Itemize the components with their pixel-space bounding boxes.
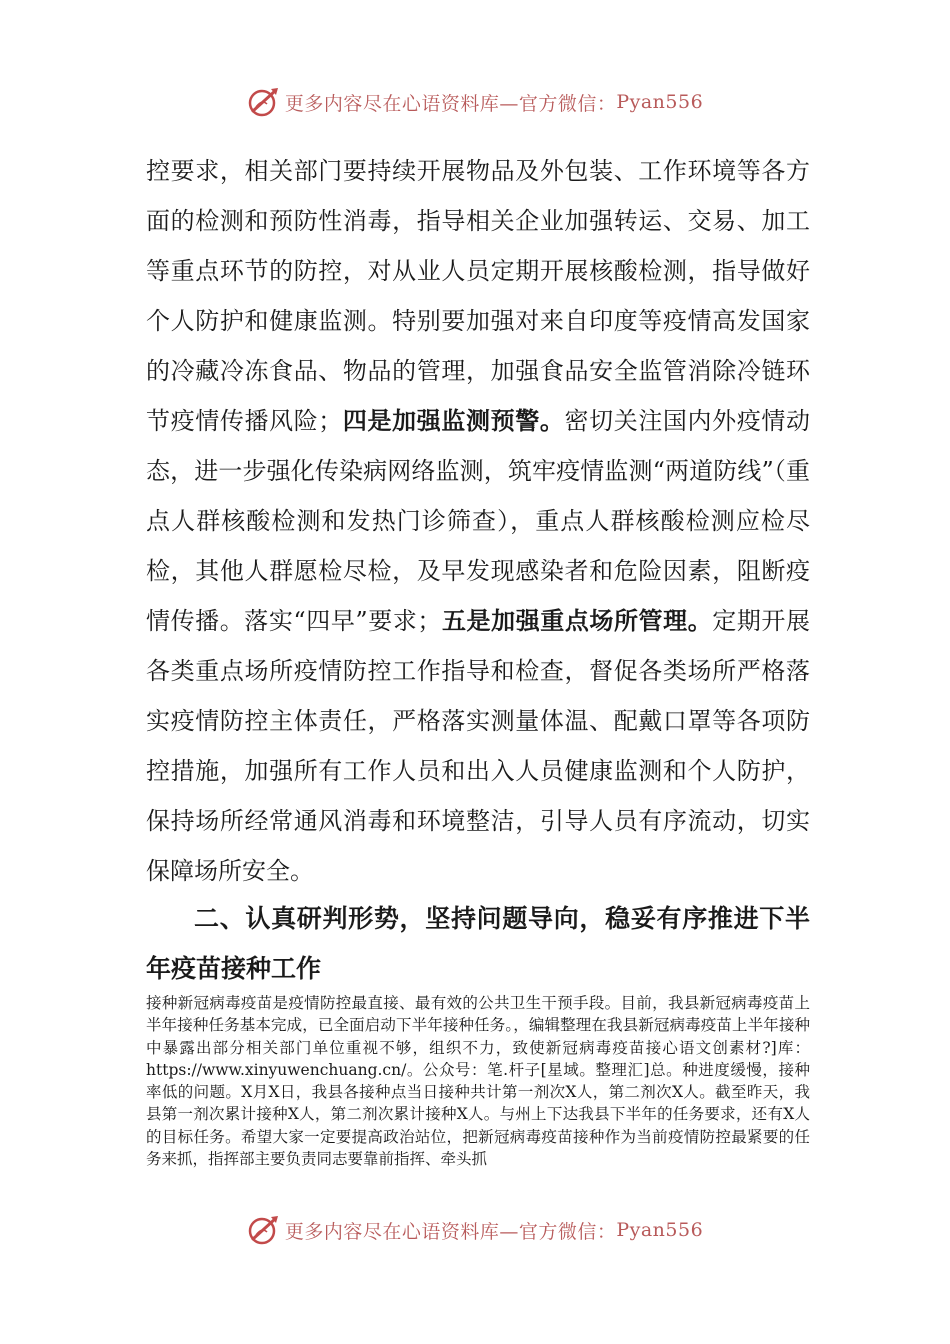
paragraph-vaccination: 接种新冠病毒疫苗是疫情防控最直接、最有效的公共卫生干预手段。目前，我县新冠病毒疫苗上半年接种任务基本完成，已全面启动下半年接种任务。，编辑整理在我县新冠病毒疫苗上半年接种中暴露出部分相关部门单位重视不够，组织不力，致使新冠病毒疫苗接心语文创素材?]库：https://www.xinyuwenchuang.cn/。公众号：笔.杆子[星域。整理汇]总。种进度缓慢，接种率低的问题。X月X日，我县各接种点当日接种共计第一剂次X人，第二剂次X人。截至昨天，我县第一剂次累计接种X人，第二剂次累计接种X人。与州上下达我县下半年的任务要求，还有X人的目标任务。希望大家一定要提高政治站位，把新冠病毒疫苗接种作为当前疫情防控最紧要的任务来抓，指挥部主要负责同志要靠前指挥、牵头抓 xyxy=(146,994,810,1169)
paragraph-epidemic-measures xyxy=(146,146,810,896)
point-five-heading: 五是加强重点场所管理。 xyxy=(441,606,713,635)
section-heading: 二、认真研判形势，坚持问题导向，稳妥有序推进下半年疫苗接种工作 xyxy=(146,904,810,983)
paragraph-text: 定期开展各类重点场所疫情防控工作指导和检查，督促各类场所严格落实疫情防控主体责任，严格落实测量体温、配戴口罩等各项防控措施，加强所有工作人员和出入人员健康监测和个人防护，保持场所经常通风消毒和环境整洁，引导人员有序流动，切实保障场所安全。 xyxy=(146,607,810,885)
pen-logo-icon xyxy=(247,1213,281,1247)
banner-title: 更多内容尽在心语资料库—官方微信： xyxy=(284,1220,617,1243)
banner-wechat-id: Pyan556 xyxy=(616,91,704,113)
paragraph-text: 控要求，相关部门要持续开展物品及外包装、工作环境等各方面的检测和预防性消毒，指导相关企业加强转运、交易、加工等重点环节的防控，对从业人员定期开展核酸检测，指导做好个人防护和健康监测。特别要加强对来自印度等疫情高发国家的冷藏冷冻食品、物品的管理，加强食品安全监管消除冷链环节疫情传播风险； xyxy=(146,157,810,435)
point-four-heading: 四是加强监测预警。 xyxy=(342,406,565,435)
pen-logo-icon xyxy=(247,85,281,119)
banner-wechat-id: Pyan556 xyxy=(616,1219,704,1241)
header-banner xyxy=(0,82,950,122)
banner-title: 更多内容尽在心语资料库—官方微信： xyxy=(284,92,617,115)
footer-banner xyxy=(0,1210,950,1250)
paragraph-text: 密切关注国内外疫情动态，进一步强化传染病网络监测，筑牢疫情监测“两道防线”（重点人群核酸检测和发热门诊筛查），重点人群核酸检测应检尽检，其他人群愿检尽检，及早发现感染者和危险因素，阻断疫情传播。落实“四早”要求； xyxy=(146,407,811,635)
